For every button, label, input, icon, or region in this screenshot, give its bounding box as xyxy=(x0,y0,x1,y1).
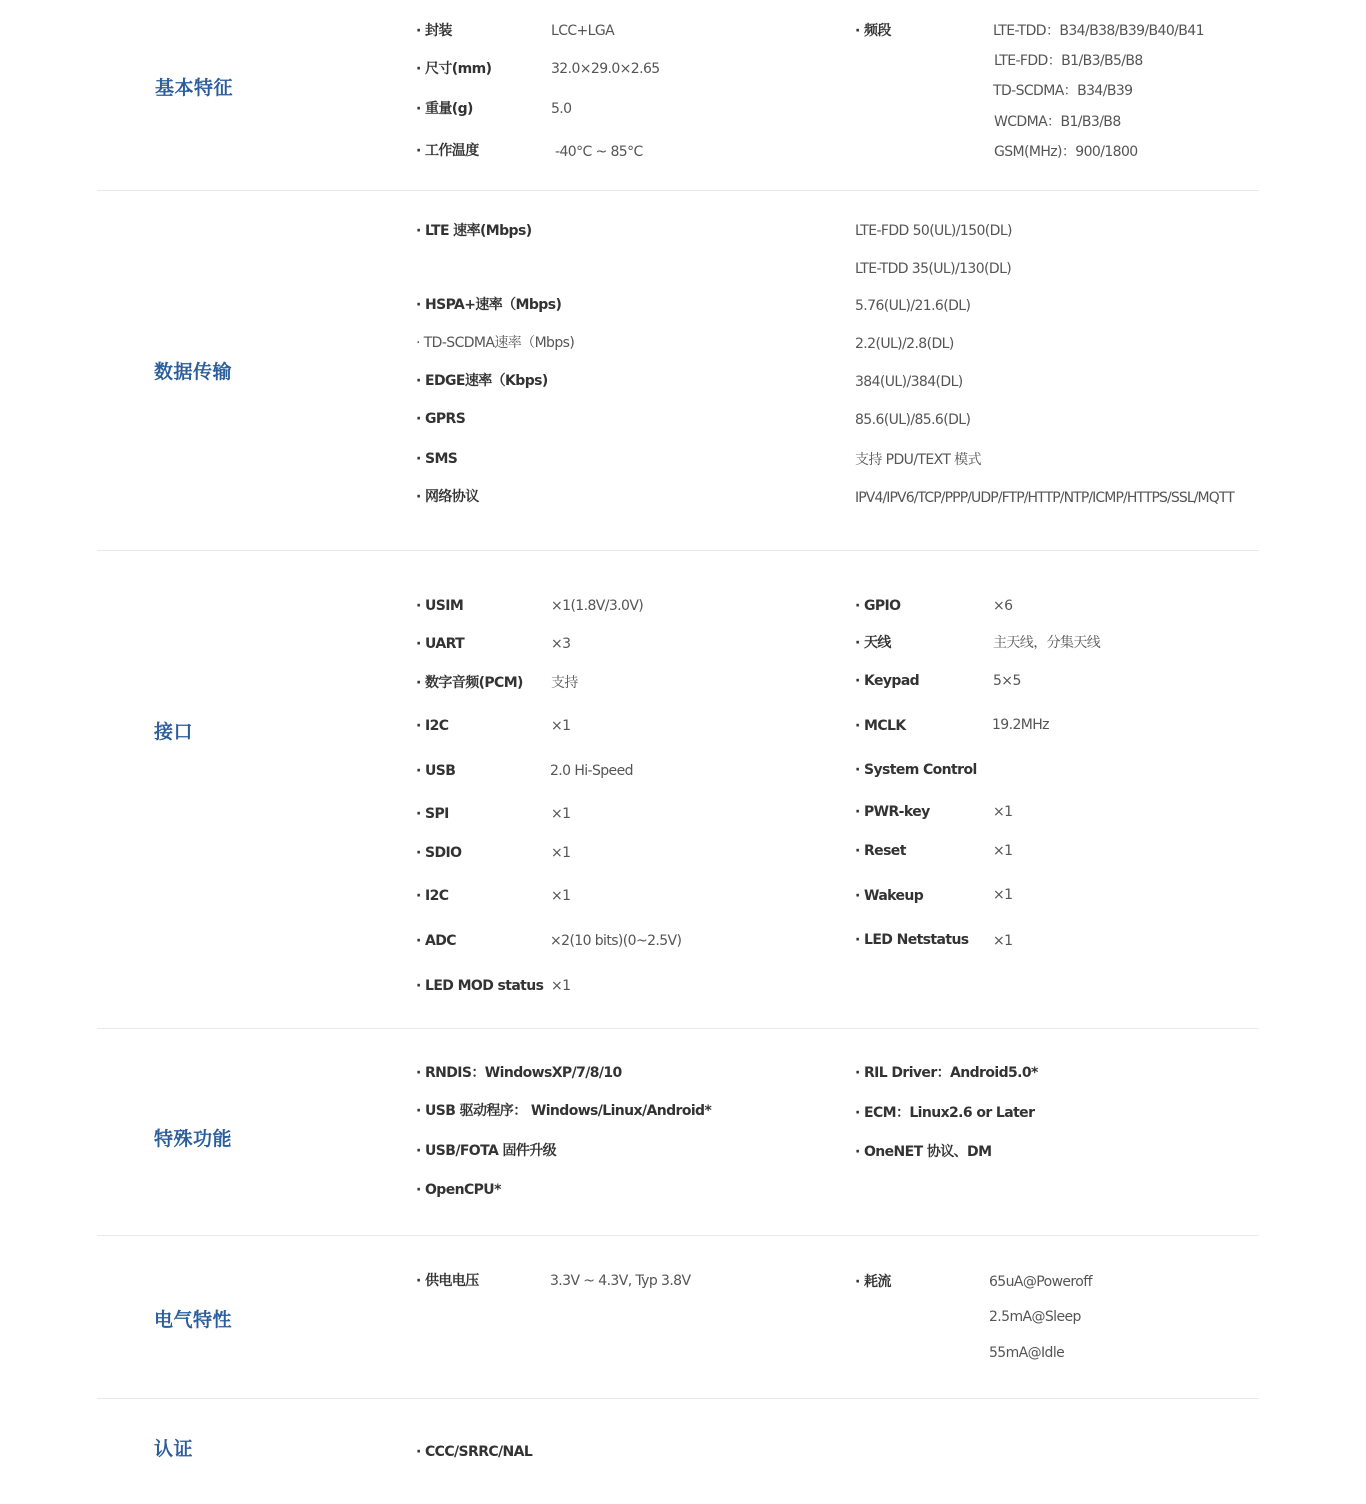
spec-value-lte-tdd: LTE-TDD 35(UL)/130(DL) xyxy=(855,261,1012,277)
spec-value-band: GSM(MHz)：900/1800 xyxy=(994,144,1138,160)
iface-label: · I2C xyxy=(416,888,449,904)
spec-value-band: LTE-TDD：B34/B38/B39/B40/B41 xyxy=(993,23,1204,39)
spec-label-hspa: · HSPA+速率（Mbps) xyxy=(416,297,562,313)
spec-value-size: 32.0×29.0×2.65 xyxy=(551,61,660,77)
spec-value-current: 65uA@Poweroff xyxy=(989,1274,1092,1290)
section-divider xyxy=(97,550,1259,551)
iface-value: ×1 xyxy=(551,806,571,822)
iface-value: ×1 xyxy=(993,804,1013,820)
iface-value: ×1 xyxy=(551,978,571,994)
spec-value-voltage: 3.3V ~ 4.3V, Typ 3.8V xyxy=(550,1273,691,1289)
spec-value-edge: 384(UL)/384(DL) xyxy=(855,374,963,390)
iface-value: ×3 xyxy=(551,636,571,652)
spec-label-package: · 封装 xyxy=(416,23,452,39)
section-title-special: 特殊功能 xyxy=(154,1128,233,1150)
feature-item: · OpenCPU* xyxy=(416,1182,501,1198)
spec-value-band: LTE-FDD：B1/B3/B5/B8 xyxy=(994,53,1143,69)
spec-label-temperature: · 工作温度 xyxy=(416,143,479,159)
spec-label-edge: · EDGE速率（Kbps) xyxy=(416,373,548,389)
spec-label-sms: · SMS xyxy=(416,451,458,467)
feature-item: · RNDIS：WindowsXP/7/8/10 xyxy=(416,1065,622,1081)
section-divider xyxy=(97,190,1259,191)
iface-label: · 数字音频(PCM) xyxy=(416,675,523,691)
spec-value-current: 55mA@Idle xyxy=(989,1345,1065,1361)
section-title-interface: 接口 xyxy=(154,721,194,743)
iface-value: 支持 xyxy=(551,675,578,691)
feature-item: · USB/FOTA 固件升级 xyxy=(416,1143,557,1159)
iface-label: · ADC xyxy=(416,933,456,949)
spec-value-protocol: IPV4/IPV6/TCP/PPP/UDP/FTP/HTTP/NTP/ICMP/HTTPS/SSL/MQTT xyxy=(855,490,1234,506)
feature-item: · USB 驱动程序： Windows/Linux/Android* xyxy=(416,1103,712,1119)
iface-label: · I2C xyxy=(416,718,449,734)
feature-item: · ECM：Linux2.6 or Later xyxy=(855,1105,1035,1121)
spec-value-tdscdma: 2.2(UL)/2.8(DL) xyxy=(855,336,954,352)
iface-label: · MCLK xyxy=(855,718,906,734)
spec-value-band: TD-SCDMA：B34/B39 xyxy=(993,83,1133,99)
iface-label: · Wakeup xyxy=(855,888,924,904)
spec-value-lte-fdd: LTE-FDD 50(UL)/150(DL) xyxy=(855,223,1012,239)
spec-value-temperature: -40°C ~ 85°C xyxy=(555,144,643,160)
iface-value: ×1 xyxy=(993,933,1013,949)
spec-label-current: · 耗流 xyxy=(855,1274,891,1290)
spec-label-lte: · LTE 速率(Mbps) xyxy=(416,223,532,239)
spec-value-current: 2.5mA@Sleep xyxy=(989,1309,1081,1325)
spec-value-sms: 支持 PDU/TEXT 模式 xyxy=(855,452,981,468)
spec-value-certification: · CCC/SRRC/NAL xyxy=(416,1444,533,1460)
iface-value: ×1 xyxy=(551,888,571,904)
iface-label: · USB xyxy=(416,763,456,779)
iface-label: · UART xyxy=(416,636,465,652)
iface-label: · Reset xyxy=(855,843,906,859)
spec-label-voltage: · 供电电压 xyxy=(416,1273,479,1289)
iface-value: ×1 xyxy=(993,887,1013,903)
spec-value-hspa: 5.76(UL)/21.6(DL) xyxy=(855,298,971,314)
spec-value-band: WCDMA：B1/B3/B8 xyxy=(994,114,1121,130)
spec-value-gprs: 85.6(UL)/85.6(DL) xyxy=(855,412,971,428)
iface-label: · 天线 xyxy=(855,635,891,651)
spec-value-weight: 5.0 xyxy=(551,101,572,117)
feature-item: · RIL Driver：Android5.0* xyxy=(855,1065,1038,1081)
section-divider xyxy=(97,1398,1259,1399)
iface-value: 5×5 xyxy=(993,673,1021,689)
iface-value: ×1 xyxy=(993,843,1013,859)
section-title-certification: 认证 xyxy=(154,1438,194,1460)
iface-label: · System Control xyxy=(855,762,977,778)
spec-label-size: · 尺寸(mm) xyxy=(416,61,492,77)
spec-label-band: · 频段 xyxy=(855,23,891,39)
iface-value: 主天线，分集天线 xyxy=(993,635,1101,651)
iface-value: 2.0 Hi-Speed xyxy=(550,763,633,779)
iface-value: ×1(1.8V/3.0V) xyxy=(551,598,644,614)
iface-label: · USIM xyxy=(416,598,464,614)
iface-value: ×6 xyxy=(993,598,1013,614)
spec-label-tdscdma: · TD-SCDMA速率（Mbps) xyxy=(416,335,575,351)
iface-label: · SDIO xyxy=(416,845,462,861)
iface-label: · PWR-key xyxy=(855,804,930,820)
iface-value: ×2(10 bits)(0~2.5V) xyxy=(550,933,682,949)
spec-label-gprs: · GPRS xyxy=(416,411,466,427)
spec-label-protocol: · 网络协议 xyxy=(416,489,479,505)
feature-item: · OneNET 协议、DM xyxy=(855,1144,992,1160)
iface-value: ×1 xyxy=(551,718,571,734)
spec-value-package: LCC+LGA xyxy=(551,23,615,39)
iface-value: ×1 xyxy=(551,845,571,861)
section-divider xyxy=(97,1028,1259,1029)
iface-label: · LED MOD status xyxy=(416,978,544,994)
iface-label: · Keypad xyxy=(855,673,920,689)
section-divider xyxy=(97,1235,1259,1236)
iface-label: · GPIO xyxy=(855,598,901,614)
iface-label: · SPI xyxy=(416,806,449,822)
iface-value: 19.2MHz xyxy=(992,717,1049,733)
section-title-data: 数据传输 xyxy=(154,361,233,383)
section-title-power: 电气特性 xyxy=(154,1309,233,1331)
section-title-basic: 基本特征 xyxy=(155,77,234,99)
iface-label: · LED Netstatus xyxy=(855,932,969,948)
spec-label-weight: · 重量(g) xyxy=(416,101,473,117)
